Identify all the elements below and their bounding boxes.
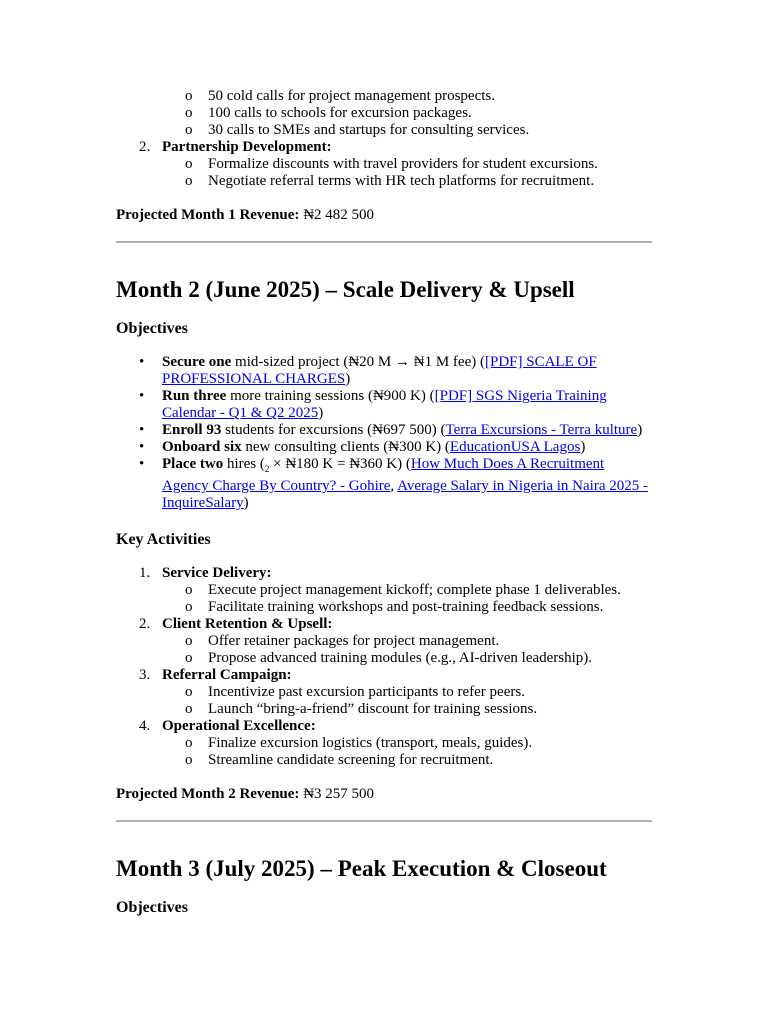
objective-item bbox=[116, 456, 652, 512]
activity-sublist bbox=[162, 633, 652, 667]
list-number: 1. bbox=[139, 565, 151, 581]
source-link[interactable]: Average Salary in Nigeria in Naira 2025 - InquireSalary bbox=[162, 478, 648, 511]
list-number: 2. bbox=[139, 139, 151, 155]
outreach-sublist bbox=[116, 88, 652, 139]
partnership-sublist bbox=[162, 156, 652, 190]
objective-text: students for excursions (₦697 500) ( bbox=[221, 422, 446, 438]
objectives-heading: Objectives bbox=[116, 899, 188, 916]
list-number: 3. bbox=[139, 667, 151, 683]
list-item: o Streamline candidate screening for recruitment. bbox=[162, 752, 652, 769]
activity-title: Operational Excellence: bbox=[162, 718, 316, 734]
revenue-label: Projected Month 1 Revenue: bbox=[116, 207, 300, 223]
revenue-label: Projected Month 2 Revenue: bbox=[116, 786, 300, 802]
objective-small: 2 bbox=[264, 464, 270, 474]
activity-title: Service Delivery: bbox=[162, 565, 272, 581]
activity-item bbox=[116, 565, 652, 616]
source-link[interactable]: EducationUSA Lagos bbox=[449, 439, 581, 455]
source-link[interactable]: Terra Excursions - Terra kulture bbox=[445, 422, 638, 438]
month3-heading: Month 3 (July 2025) – Peak Execution & Closeout bbox=[116, 856, 607, 881]
link-separator: , bbox=[390, 478, 398, 494]
activity-sublist bbox=[162, 735, 652, 769]
objective-text: hires ( bbox=[223, 456, 265, 472]
revenue-value: ₦3 257 500 bbox=[299, 786, 375, 802]
list-item: o 100 calls to schools for excursion packages. bbox=[116, 105, 652, 122]
source-link[interactable]: [PDF] SCALE OF PROFESSIONAL CHARGES bbox=[162, 354, 597, 387]
list-number: 2. bbox=[139, 616, 151, 632]
list-item: o Launch “bring-a-friend” discount for training sessions. bbox=[162, 701, 652, 718]
list-item: o Formalize discounts with travel providers for student excursions. bbox=[162, 156, 652, 173]
objective-bold: Secure one bbox=[162, 354, 232, 370]
month1-activities-tail bbox=[116, 139, 652, 190]
objective-close: ) bbox=[637, 422, 643, 438]
objective-close: ) bbox=[243, 495, 249, 511]
list-number: 4. bbox=[139, 718, 151, 734]
objective-text: new consulting clients (₦300 K) ( bbox=[241, 439, 450, 455]
list-item: o Propose advanced training modules (e.g., AI-driven leadership). bbox=[162, 650, 652, 667]
list-item: o 50 cold calls for project management prospects. bbox=[116, 88, 652, 105]
activity-sublist bbox=[162, 684, 652, 718]
revenue-value: ₦2 482 500 bbox=[299, 207, 375, 223]
objective-text: × ₦180 K = ₦360 K) ( bbox=[269, 456, 411, 472]
source-link[interactable]: How Much Does A Recruitment Agency Charge By Country? - Gohire bbox=[162, 456, 605, 494]
objective-text: mid-sized project (₦20 M → ₦1 M fee) ( bbox=[231, 354, 485, 370]
list-item: o Offer retainer packages for project management. bbox=[162, 633, 652, 650]
objective-close: ) bbox=[345, 371, 351, 387]
objectives-heading: Objectives bbox=[116, 320, 188, 337]
activity-item bbox=[116, 718, 652, 769]
key-activities-heading: Key Activities bbox=[116, 531, 211, 548]
source-link[interactable]: [PDF] SGS Nigeria Training Calendar - Q1 & Q2 2025 bbox=[162, 388, 607, 421]
objective-item bbox=[116, 439, 652, 456]
objective-text: more training sessions (₦900 K) ( bbox=[226, 388, 435, 404]
list-item: o Finalize excursion logistics (transport, meals, guides). bbox=[162, 735, 652, 752]
document-page bbox=[116, 88, 652, 917]
activity-title: Referral Campaign: bbox=[162, 667, 292, 683]
objective-bold: Enroll 93 bbox=[162, 422, 222, 438]
objective-bold: Place two bbox=[162, 456, 224, 472]
month2-heading: Month 2 (June 2025) – Scale Delivery & Upsell bbox=[116, 277, 575, 302]
objective-close: ) bbox=[318, 405, 324, 421]
list-item bbox=[116, 139, 652, 190]
objective-bold: Run three bbox=[162, 388, 227, 404]
list-item: o Facilitate training workshops and post-training feedback sessions. bbox=[162, 599, 652, 616]
list-item: o Incentivize past excursion participants to refer peers. bbox=[162, 684, 652, 701]
objective-item bbox=[116, 422, 652, 439]
activity-title: Client Retention & Upsell: bbox=[162, 616, 333, 632]
objective-bold: Onboard six bbox=[162, 439, 242, 455]
month1-revenue bbox=[116, 207, 652, 224]
activity-item bbox=[116, 616, 652, 667]
month2-objectives bbox=[116, 354, 652, 512]
divider bbox=[116, 820, 652, 822]
activity-item bbox=[116, 667, 652, 718]
objective-item bbox=[116, 388, 652, 422]
activity-sublist bbox=[162, 582, 652, 616]
list-item: o Negotiate referral terms with HR tech platforms for recruitment. bbox=[162, 173, 652, 190]
divider bbox=[116, 241, 652, 243]
activity-title: Partnership Development: bbox=[162, 139, 332, 155]
objective-item bbox=[116, 354, 652, 388]
list-item: o Execute project management kickoff; complete phase 1 deliverables. bbox=[162, 582, 652, 599]
objective-close: ) bbox=[580, 439, 586, 455]
month2-revenue bbox=[116, 786, 652, 803]
list-item: o 30 calls to SMEs and startups for consulting services. bbox=[116, 122, 652, 139]
month2-activities bbox=[116, 565, 652, 769]
